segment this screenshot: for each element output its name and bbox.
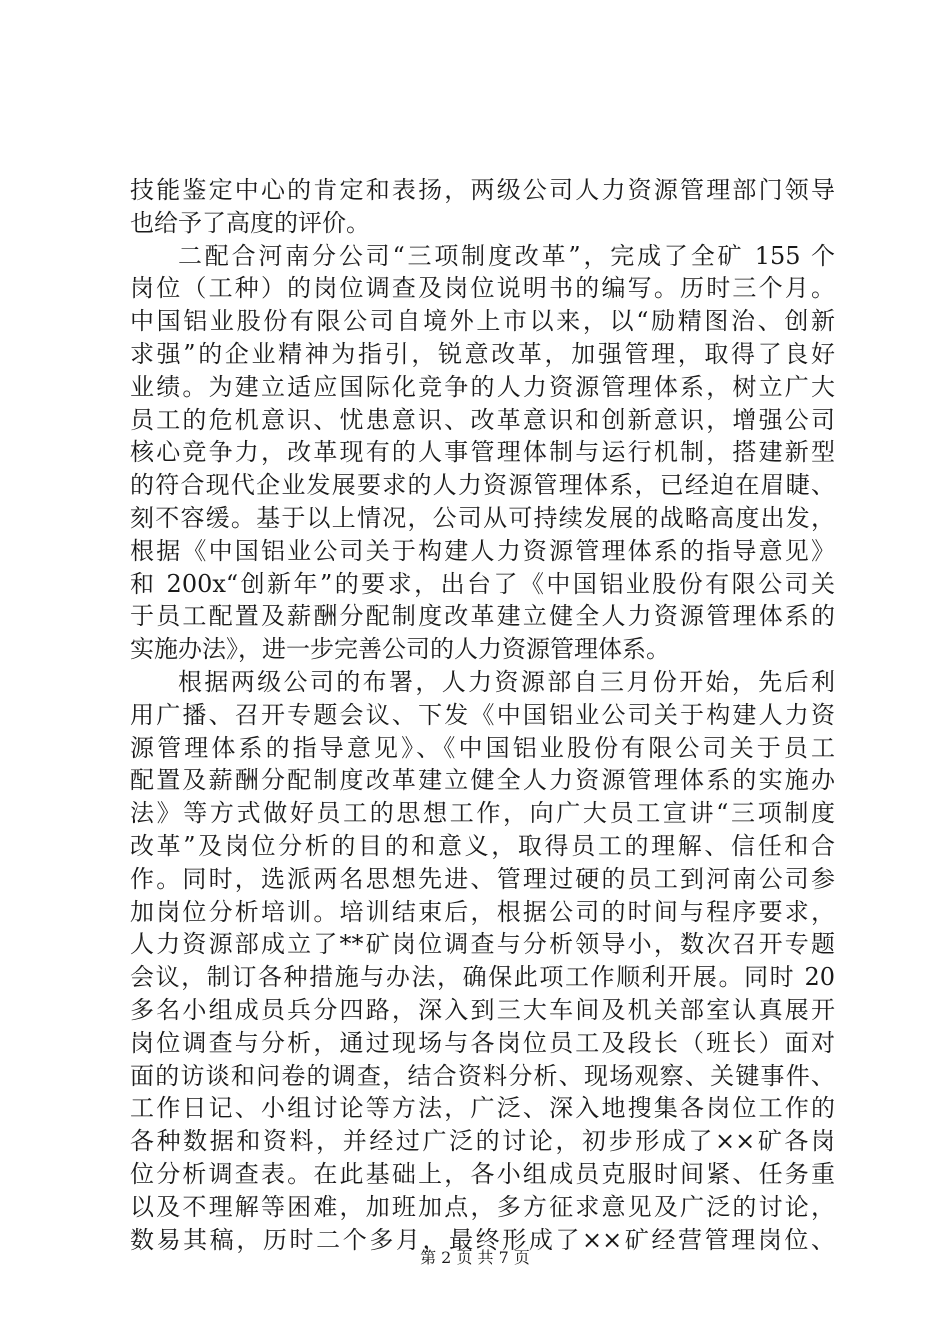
- text-line: 多名小组成员兵分四路，深入到三大车间及机关部室认真展开: [130, 995, 835, 1024]
- text-line: 岗位调查与分析，通过现场与各岗位员工及段长（班长）面对: [130, 1028, 835, 1057]
- text-line: 二配合河南分公司“三项制度改革”，完成了全矿 155 个: [178, 241, 835, 270]
- text-line: 中国铝业股份有限公司自境外上市以来，以“励精图治、创新: [130, 307, 835, 336]
- text-line: 数易其稿，历时二个多月，最终形成了××矿经营管理岗位、: [130, 1225, 835, 1254]
- text-line: 岗位（工种）的岗位调查及岗位说明书的编写。历时三个月。: [130, 274, 835, 303]
- text-line: 位分析调查表。在此基础上，各小组成员克服时间紧、任务重: [130, 1159, 835, 1188]
- text-line: 配置及薪酬分配制度改革建立健全人力资源管理体系的实施办: [130, 766, 835, 795]
- text-line: 和 200x“创新年”的要求，出台了《中国铝业股份有限公司关: [130, 569, 835, 598]
- text-line: 求强”的企业精神为指引，锐意改革，加强管理，取得了良好: [130, 339, 835, 368]
- text-line: 核心竞争力，改革现有的人事管理体制与运行机制，搭建新型: [130, 438, 835, 467]
- text-line: 人力资源部成立了**矿岗位调查与分析领导小，数次召开专题: [130, 930, 835, 959]
- text-line: 实施办法》，进一步完善公司的人力资源管理体系。: [130, 635, 670, 664]
- page-footer: 第 2 页 共 7 页: [420, 1248, 530, 1267]
- text-line: 业绩。为建立适应国际化竞争的人力资源管理体系，树立广大: [130, 372, 835, 401]
- text-line: 的符合现代企业发展要求的人力资源管理体系，已经迫在眉睫、: [130, 471, 835, 500]
- text-line: 刻不容缓。基于以上情况，公司从可持续发展的战略高度出发，: [130, 503, 835, 532]
- text-line: 以及不理解等困难，加班加点，多方征求意见及广泛的讨论，: [130, 1192, 835, 1221]
- text-line: 面的访谈和问卷的调查，结合资料分析、现场观察、关键事件、: [130, 1061, 835, 1090]
- text-line: 于员工配置及薪酬分配制度改革建立健全人力资源管理体系的: [130, 602, 835, 631]
- text-line: 各种数据和资料，并经过广泛的讨论，初步形成了××矿各岗: [130, 1127, 835, 1156]
- text-line: 员工的危机意识、忧患意识、改革意识和创新意识，增强公司: [130, 405, 835, 434]
- text-line: 技能鉴定中心的肯定和表扬，两级公司人力资源管理部门领导: [130, 176, 835, 204]
- document-body: [130, 174, 835, 1256]
- text-line: 源管理体系的指导意见》、《中国铝业股份有限公司关于员工: [130, 733, 835, 762]
- text-line: 也给予了高度的评价。: [130, 208, 370, 237]
- text-line: 加岗位分析培训。培训结束后，根据公司的时间与程序要求，: [130, 897, 835, 926]
- text-line: 用广播、召开专题会议、下发《中国铝业公司关于构建人力资: [130, 700, 835, 729]
- text-line: 法》等方式做好员工的思想工作，向广大员工宣讲“三项制度: [130, 799, 835, 828]
- text-line: 作。同时，选派两名思想先进、管理过硬的员工到河南公司参: [130, 864, 835, 893]
- text-line: 根据《中国铝业公司关于构建人力资源管理体系的指导意见》: [130, 536, 835, 565]
- text-line: 根据两级公司的布署，人力资源部自三月份开始，先后利: [178, 667, 835, 696]
- text-line: 改革”及岗位分析的目的和意义，取得员工的理解、信任和合: [130, 831, 835, 860]
- text-line: 会议，制订各种措施与办法，确保此项工作顺利开展。同时 20: [130, 963, 835, 992]
- text-line: 工作日记、小组讨论等方法，广泛、深入地搜集各岗位工作的: [130, 1094, 835, 1123]
